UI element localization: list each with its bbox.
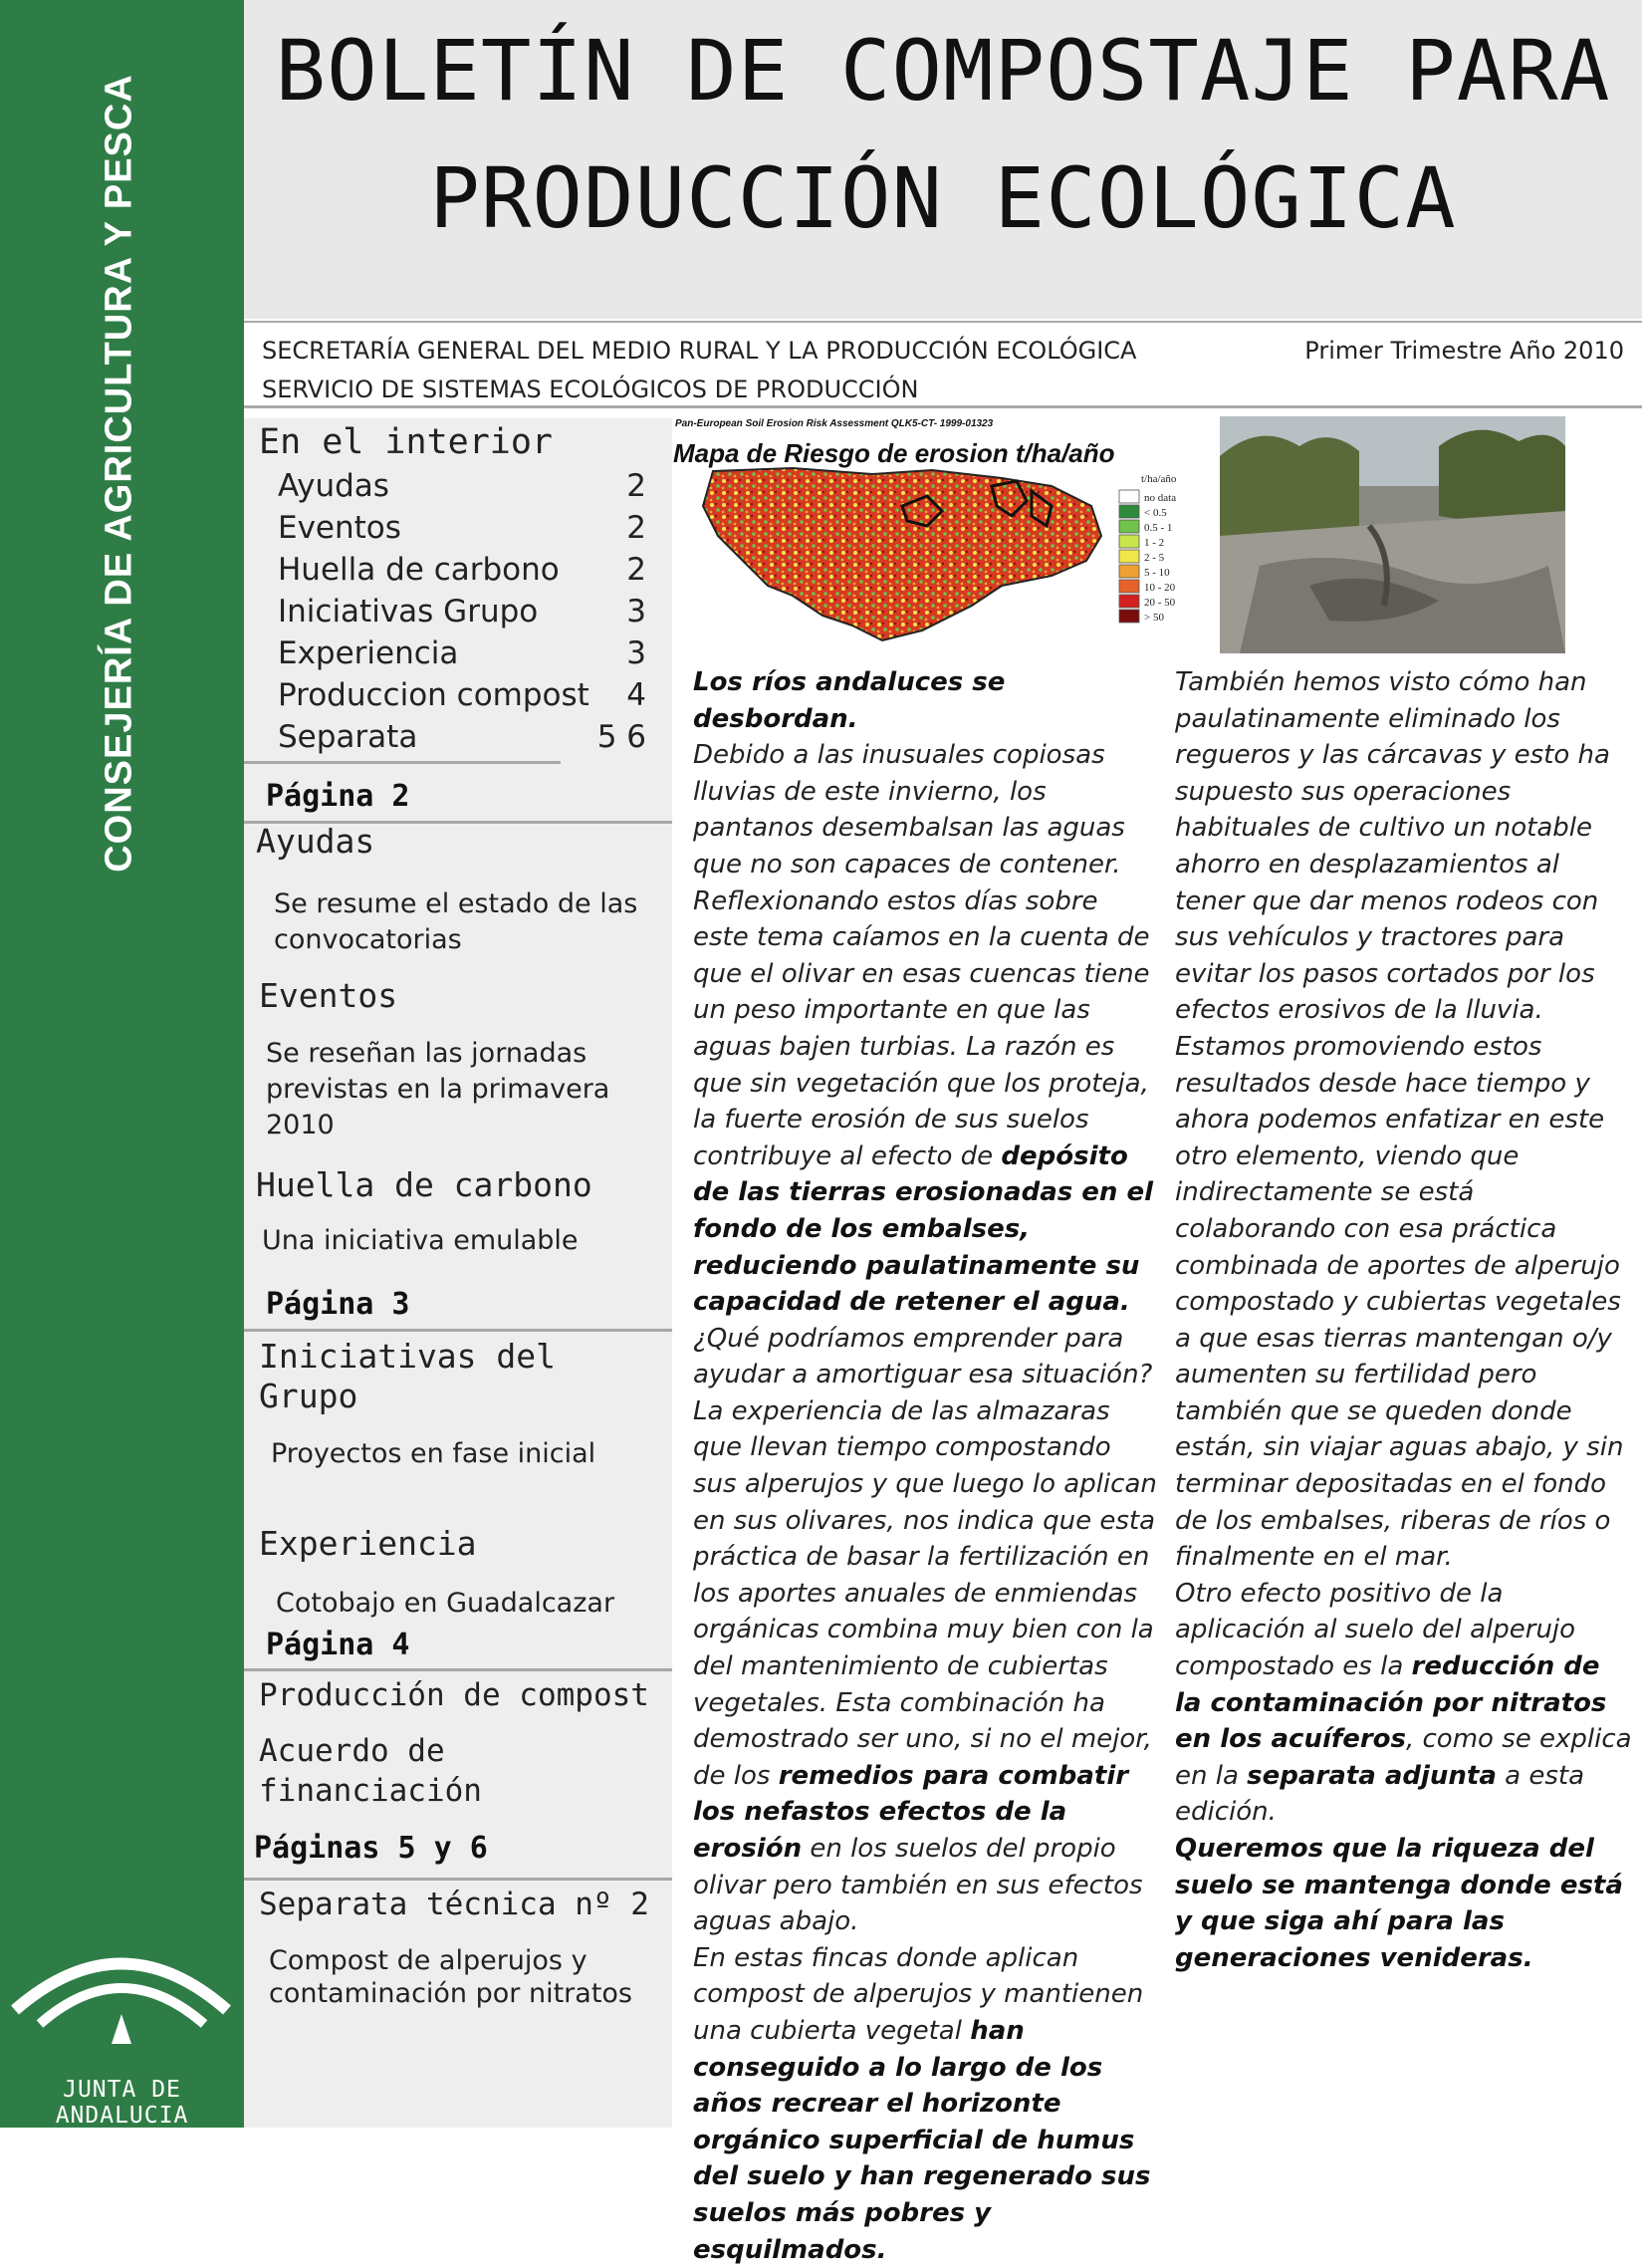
- masthead: [244, 0, 1642, 319]
- toc-item-label: Experiencia: [278, 635, 459, 671]
- article-column-2: [1175, 664, 1633, 1976]
- ayudas-title: Ayudas: [256, 822, 375, 861]
- erosion-photo: [1220, 416, 1565, 653]
- toc-item[interactable]: [278, 468, 646, 504]
- experiencia-desc: Cotobajo en Guadalcazar: [276, 1588, 615, 1619]
- article-paragraph: La experiencia de las almazaras que llevan tiempo compostando sus alperujos y que luego lo aplican en sus olivares, nos indica que esta práctica de basar la fertilización en los aportes anuales de enmiendas orgánicas combina muy bien con la del mantenimiento de cubiertas vegetales. Esta combinación ha demostrado ser uno, si no el mejor, de los: [693, 1395, 1157, 1791]
- article-paragraph: en los suelos del propio olivar pero también en sus efectos aguas abajo.: [693, 1834, 1143, 1937]
- subtitle-line-1: SECRETARÍA GENERAL DEL MEDIO RURAL Y LA PRODUCCIÓN ECOLÓGICA: [262, 337, 1137, 365]
- toc-item-page: 2: [626, 468, 646, 504]
- logo-text: JUNTA DE ANDALUCIA: [55, 2077, 189, 2129]
- legend-swatch: [1119, 595, 1139, 608]
- toc-item-page: 5 6: [596, 719, 646, 755]
- legend-label: 5 - 10: [1144, 567, 1170, 579]
- article-paragraph: En estas fincas donde aplican compost de alperujos y mantienen una cubierta vegetal: [693, 1942, 1144, 2046]
- andalusia-region: [703, 468, 1101, 640]
- title-line-2: PRODUCCIÓN ECOLÓGICA: [429, 149, 1457, 247]
- toc-item[interactable]: [278, 719, 646, 755]
- page-4-header: Página 4: [266, 1628, 410, 1662]
- toc-title: En el interior: [259, 422, 554, 462]
- map-legend: [1119, 490, 1176, 624]
- article-emphasis: reducción de la contaminación por nitratos en los acuíferos: [1175, 1651, 1607, 1755]
- article-headline: Los ríos andaluces se desbordan.: [693, 667, 1006, 734]
- toc-item[interactable]: [278, 677, 646, 713]
- toc-item[interactable]: [278, 594, 646, 630]
- article-emphasis: han conseguido a lo largo de los años recrear el horizonte orgánico superficial de humus del suelo y han regenerado sus suelos más pobres y esquilmados.: [693, 2015, 1151, 2265]
- article-emphasis: depósito de las tierras erosionadas en el fondo de los embalses, reduciendo paulatinamente su capacidad de retener el agua.: [693, 1140, 1154, 1318]
- article-column-1: [693, 664, 1161, 2268]
- sidebar: [244, 418, 672, 2128]
- toc-item-label: Iniciativas Grupo: [278, 594, 539, 630]
- iniciativas-desc: Proyectos en fase inicial: [271, 1438, 596, 1469]
- iniciativas-title: Iniciativas del Grupo: [259, 1337, 557, 1415]
- toc-item-label: Huella de carbono: [278, 552, 560, 588]
- toc-item-label: Eventos: [278, 510, 401, 546]
- page-5-6-header: Páginas 5 y 6: [254, 1831, 488, 1866]
- issue-date: Primer Trimestre Año 2010: [1304, 337, 1624, 365]
- legend-label: 20 - 50: [1144, 597, 1176, 609]
- page-3-header: Página 3: [266, 1287, 410, 1322]
- ayudas-desc: Se resume el estado de las convocatorias: [274, 888, 638, 955]
- toc-item[interactable]: [278, 510, 646, 546]
- legend-label: 0.5 - 1: [1144, 522, 1173, 534]
- legend-swatch: [1119, 610, 1139, 623]
- separata-title: Separata técnica nº 2: [259, 1887, 649, 1922]
- legend-label: 1 - 2: [1144, 537, 1165, 549]
- eventos-title: Eventos: [259, 976, 398, 1015]
- acuerdo-title: Acuerdo de financiación: [259, 1733, 482, 1809]
- huella-desc: Una iniciativa emulable: [262, 1225, 579, 1256]
- legend-swatch: [1119, 490, 1139, 503]
- map-title: Mapa de Riesgo de erosion t/ha/año: [673, 438, 1115, 468]
- title-line-1: BOLETÍN DE COMPOSTAJE PARA: [275, 22, 1611, 120]
- toc-item-page: 4: [626, 677, 646, 713]
- toc-item[interactable]: [278, 635, 646, 671]
- section-divider: [244, 1668, 672, 1671]
- legend-swatch: [1119, 535, 1139, 548]
- legend-swatch: [1119, 580, 1139, 593]
- article-paragraph: Estamos promoviendo estos resultados desde hace tiempo y ahora podemos enfatizar en este otro elemento, viendo que indirectamente se está colaborando con esa práctica combinada de aportes de alperujo compostado y cubiertas vegetales a que esas tierras mantengan o/y aumenten su fertilidad pero también que se queden donde están, sin viajar aguas abajo, y sin terminar depositadas en el fondo de los embalses, riberas de ríos o finalmente en el mar.: [1175, 1031, 1624, 1573]
- toc-item-label: Produccion compost: [278, 677, 589, 713]
- legend-label: 10 - 20: [1144, 582, 1176, 594]
- produccion-title: Producción de compost: [259, 1677, 649, 1713]
- legend-swatch: [1119, 505, 1139, 518]
- article-paragraph: a esta edición.: [1175, 1760, 1585, 1828]
- toc-divider: [244, 761, 561, 764]
- legend-label: 2 - 5: [1144, 552, 1165, 564]
- legend-label: < 0.5: [1144, 507, 1167, 519]
- article-paragraph: , como se explica en la: [1175, 1724, 1632, 1791]
- toc-item-label: Ayudas: [278, 468, 389, 504]
- legend-swatch: [1119, 565, 1139, 578]
- legend-label: no data: [1144, 492, 1177, 504]
- article-paragraph: Debido a las inusuales copiosas lluvias de este invierno, los pantanos desembalsan las aguas que no son capaces de contener. Reflexionando estos días sobre este tema caíamos en la cuenta de que el olivar en esas cuencas tiene un peso importante en que las aguas bajen turbias. La razón es que sin vegetación que los proteja, la fuerte erosión de sus suelos contribuye al efecto de: [693, 740, 1150, 1171]
- article-paragraph: Otro efecto positivo de la aplicación al suelo del alperujo compostado es la: [1175, 1578, 1576, 1682]
- toc-item[interactable]: [278, 552, 646, 588]
- experiencia-title: Experiencia: [259, 1524, 477, 1563]
- toc-item-page: 3: [626, 635, 646, 671]
- map-source: Pan-European Soil Erosion Risk Assessment QLK5-CT- 1999-01323: [675, 418, 994, 429]
- legend-swatch: [1119, 520, 1139, 533]
- separata-desc: Compost de alperujos y contaminación por nitratos: [269, 1945, 632, 2009]
- legend-swatch: [1119, 550, 1139, 563]
- eventos-desc: Se reseñan las jornadas previstas en la primavera 2010: [266, 1038, 610, 1140]
- article-emphasis: separata adjunta: [1247, 1760, 1497, 1791]
- huella-title: Huella de carbono: [256, 1165, 592, 1204]
- legend-label: > 50: [1144, 612, 1164, 624]
- article-paragraph: También hemos visto cómo han paulatinamente eliminado los regueros y las cárcavas y esto ha supuesto sus operaciones habituales de cultivo un notable ahorro en desplazamientos al tener que dar menos rodeos con sus vehículos y tractores para evitar los pasos cortados por los efectos erosivos de la lluvia.: [1175, 667, 1610, 1026]
- toc-item-page: 2: [626, 510, 646, 546]
- vertical-title: CONSEJERÍA DE AGRICULTURA Y PESCA: [98, 74, 140, 873]
- toc-item-label: Separata: [278, 719, 418, 755]
- erosion-map: [673, 466, 1195, 645]
- legend-unit: t/ha/año: [1141, 473, 1177, 485]
- page-2-header: Página 2: [266, 779, 410, 814]
- article-paragraph: ¿Qué podríamos emprender para ayudar a amortiguar esa situación?: [693, 1323, 1153, 1390]
- subtitle-line-2: SERVICIO DE SISTEMAS ECOLÓGICOS DE PRODUCCIÓN: [262, 376, 919, 403]
- article-closing: Queremos que la riqueza del suelo se mantenga donde está y que siga ahí para las generaciones venideras.: [1175, 1834, 1623, 1973]
- section-divider: [244, 1878, 672, 1881]
- toc-item-page: 2: [626, 552, 646, 588]
- article-emphasis: remedios para combatir los nefastos efectos de la erosión: [693, 1760, 1129, 1864]
- toc-item-page: 3: [626, 594, 646, 630]
- section-divider: [244, 1329, 672, 1332]
- subheader: [244, 321, 1642, 408]
